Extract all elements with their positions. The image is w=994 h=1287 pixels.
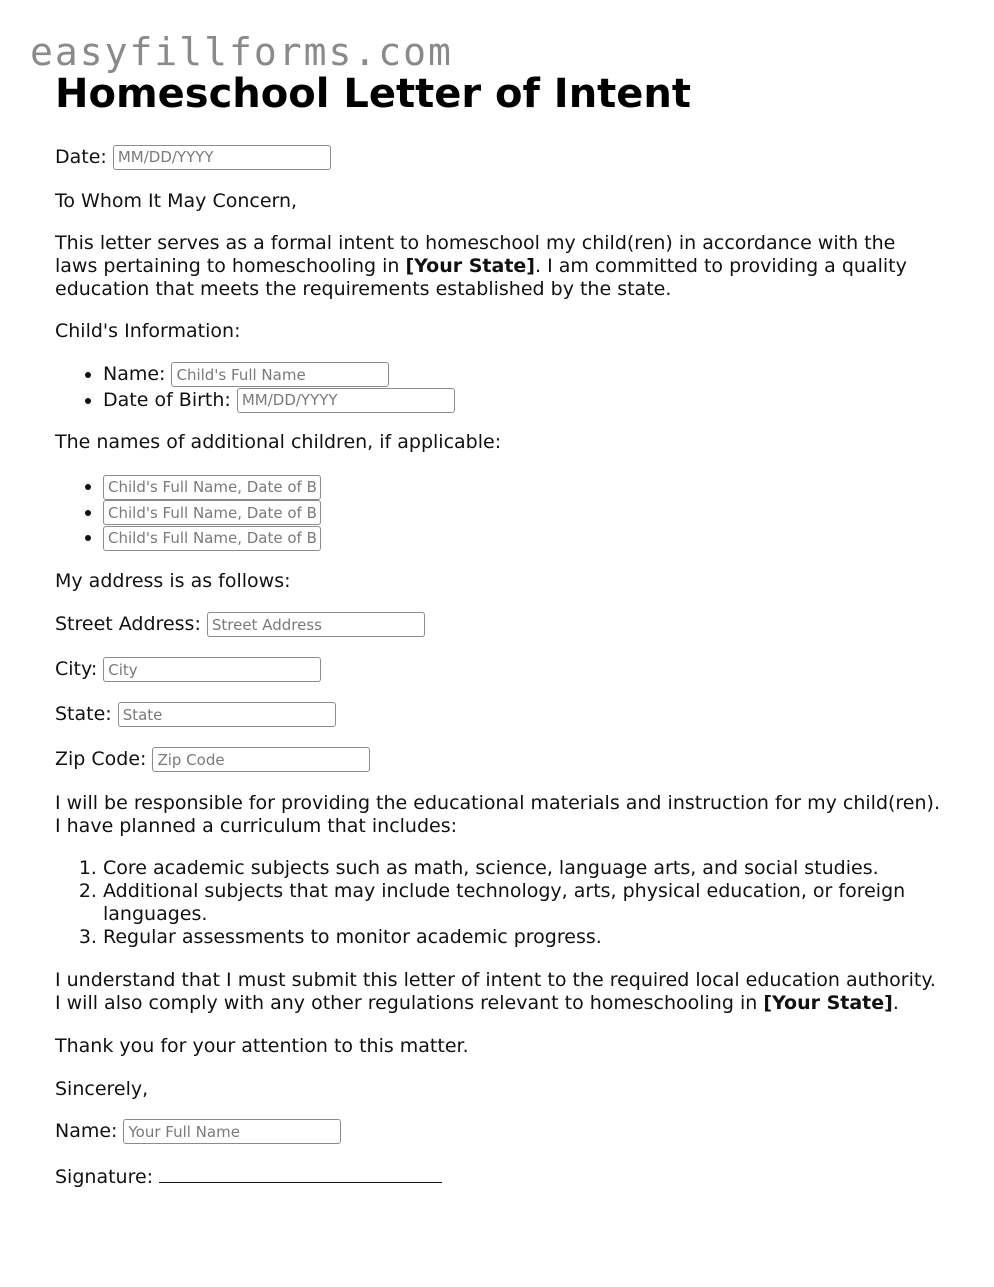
child-dob-input[interactable] bbox=[237, 388, 455, 413]
list-item bbox=[103, 474, 940, 500]
child-name-label: • Name: bbox=[103, 363, 166, 385]
child-dob-row bbox=[103, 388, 940, 414]
watermark-text: easyfillforms.com bbox=[30, 30, 453, 74]
list-item: 2. Additional subjects that may include technology, arts, physical education, or foreign languages. bbox=[103, 880, 940, 926]
thanks-text: Thank you for your attention to this matter. bbox=[55, 1034, 469, 1057]
city-input[interactable] bbox=[103, 657, 321, 682]
list-item bbox=[103, 388, 940, 414]
compliance-text-end: . bbox=[892, 991, 899, 1014]
list-item bbox=[103, 362, 940, 388]
zip-label: Zip Code: bbox=[55, 748, 147, 770]
additional-child-row bbox=[103, 500, 940, 526]
signer-name-label: Name: bbox=[55, 1120, 118, 1142]
city-label: City: bbox=[55, 658, 98, 680]
date-input[interactable] bbox=[113, 145, 331, 170]
list-item bbox=[103, 500, 940, 526]
state-label: State: bbox=[55, 703, 112, 725]
zip-code-input[interactable] bbox=[152, 747, 370, 772]
zip-row bbox=[55, 747, 940, 773]
date-row bbox=[55, 144, 940, 170]
street-row bbox=[55, 612, 940, 638]
signature-line[interactable] bbox=[159, 1164, 442, 1183]
child-dob-label: • Date of Birth: bbox=[103, 388, 231, 411]
curriculum-intro: I will be responsible for providing the educational materials and instruction for my child(ren). I have planned a curriculum that includes: bbox=[55, 791, 940, 837]
additional-children-list bbox=[55, 474, 940, 551]
street-address-input[interactable] bbox=[207, 612, 425, 637]
list-item bbox=[103, 525, 940, 551]
additional-children-heading: The names of additional children, if applicable: bbox=[55, 431, 502, 453]
additional-child-input-3[interactable] bbox=[103, 526, 321, 551]
signature-row bbox=[55, 1164, 940, 1189]
street-label: Street Address: bbox=[55, 613, 201, 635]
city-row bbox=[55, 657, 940, 683]
letter-document bbox=[55, 70, 940, 1189]
list-item: 1. Core academic subjects such as math, science, language arts, and social studies. bbox=[103, 857, 940, 880]
signer-name-row bbox=[55, 1119, 940, 1145]
additional-child-row bbox=[103, 525, 940, 551]
intro-paragraph bbox=[55, 232, 940, 301]
intro-text-end: . I am committed to providing a quality education that meets the requirements established by the state. bbox=[55, 255, 907, 300]
additional-child-row bbox=[103, 474, 940, 500]
state-input[interactable] bbox=[118, 702, 336, 727]
date-label: Date: bbox=[55, 145, 107, 168]
curriculum-list bbox=[55, 857, 940, 949]
intro-state-placeholder: [Your State] bbox=[405, 255, 535, 277]
state-row bbox=[55, 702, 940, 728]
child-name-input[interactable] bbox=[171, 362, 389, 387]
compliance-text-start: I understand that I must submit this letter of intent to the required local education authority. I will also comply with any other regulations relevant to homeschooling in bbox=[55, 968, 936, 1014]
compliance-paragraph bbox=[55, 969, 940, 1015]
address-heading: My address is as follows: bbox=[55, 569, 291, 592]
list-item: 3. Regular assessments to monitor academic progress. bbox=[103, 926, 940, 949]
signer-name-input[interactable] bbox=[123, 1119, 341, 1144]
compliance-state-placeholder: [Your State] bbox=[763, 991, 893, 1014]
child-info-list bbox=[55, 362, 940, 413]
page-title: Homeschool Letter of Intent bbox=[55, 71, 692, 117]
signature-label: Signature: bbox=[55, 1165, 154, 1188]
additional-child-input-1[interactable] bbox=[103, 475, 321, 500]
child-info-heading: Child's Information: bbox=[55, 320, 241, 342]
child-name-row bbox=[103, 362, 940, 388]
additional-child-input-2[interactable] bbox=[103, 500, 321, 525]
salutation: To Whom It May Concern, bbox=[55, 190, 298, 212]
closing-text: Sincerely, bbox=[55, 1077, 149, 1100]
intro-text-start: This letter serves as a formal intent to homeschool my child(ren) in accordance with the laws pertaining to homeschooling in bbox=[55, 232, 896, 277]
